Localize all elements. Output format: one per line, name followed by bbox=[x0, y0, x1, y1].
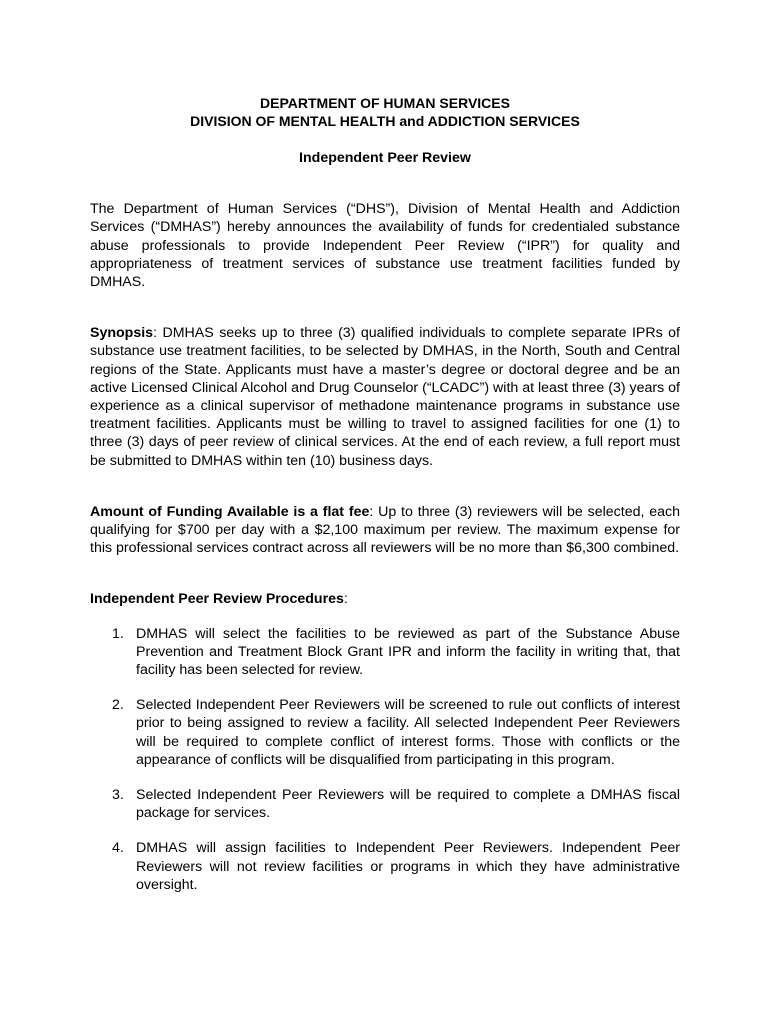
synopsis-label: Synopsis bbox=[90, 325, 154, 342]
funding-text: : Up to three (3) reviewers will be selected, each qualifying for $700 per day with a $2,100 maximum per review. The maximum expense for this professional services contract across all reviewers will be no more than $6,300 combined. bbox=[90, 503, 680, 557]
document-header bbox=[90, 94, 680, 130]
list-item-number: 1. bbox=[112, 625, 124, 642]
synopsis-text: : DMHAS seeks up to three (3) qualified individuals to complete separate IPRs of substance use treatment facilities, to be selected by DMHAS, in the North, South and Central regions of the State. Applicants must have a master’s degree or doctoral degree and be an active Licensed Clinical Alcohol and Drug Counselor (“LCADC”) with at least three (3) years of experience as a clinical supervisor of methadone maintenance programs in substance use treatment facilities. Applicants must be willing to travel to assigned facilities for one (1) to three (3) days of peer review of clinical services. At the end of each review, a full report must be submitted to DMHAS within ten (10) business days. bbox=[90, 325, 680, 469]
procedures-heading bbox=[90, 590, 680, 608]
list-item-text: Selected Independent Peer Reviewers will be screened to rule out conflicts of interest prior to being assigned to review a facility. All selected Independent Peer Reviewers will be required to complete conflict of interest forms. Those with conflicts or the appearance of conflicts will be disqualified from participating in this program. bbox=[136, 697, 680, 768]
list-item-text: Selected Independent Peer Reviewers will be required to complete a DMHAS fiscal package for services. bbox=[136, 787, 680, 822]
procedures-list bbox=[90, 625, 680, 894]
document-subtitle: Independent Peer Review bbox=[299, 150, 471, 166]
list-item-number: 2. bbox=[112, 697, 124, 714]
list-item-text: DMHAS will select the facilities to be reviewed as part of the Substance Abuse Prevention and Treatment Block Grant IPR and inform the facility in writing that, that facility has been selected for review. bbox=[136, 625, 680, 679]
list-item bbox=[90, 839, 680, 894]
list-item-number: 4. bbox=[112, 840, 124, 857]
synopsis-paragraph bbox=[90, 324, 680, 470]
department-title: DEPARTMENT OF HUMAN SERVICES bbox=[260, 95, 510, 111]
list-item bbox=[90, 786, 680, 822]
funding-paragraph bbox=[90, 503, 680, 558]
division-title: DIVISION OF MENTAL HEALTH and ADDICTION SERVICES bbox=[190, 113, 580, 129]
list-item bbox=[90, 696, 680, 769]
list-item bbox=[90, 625, 680, 680]
intro-paragraph: The Department of Human Services (“DHS”), Division of Mental Health and Addiction Services (“DMHAS”) hereby announces the availability of funds for credentialed substance abuse professionals to provide Independent Peer Review (“IPR”) for quality and appropriateness of treatment services of substance use treatment facilities funded by DMHAS. bbox=[90, 201, 680, 291]
funding-label: Amount of Funding Available is a flat fee bbox=[90, 503, 370, 520]
procedures-heading-suffix: : bbox=[343, 591, 348, 608]
procedures-heading-label: Independent Peer Review Procedures bbox=[90, 591, 344, 608]
list-item-text: DMHAS will assign facilities to Independent Peer Reviewers. Independent Peer Reviewers will not review facilities or programs in which they have administrative oversight. bbox=[136, 840, 680, 893]
document-page bbox=[90, 94, 680, 911]
list-item-number: 3. bbox=[112, 787, 124, 804]
